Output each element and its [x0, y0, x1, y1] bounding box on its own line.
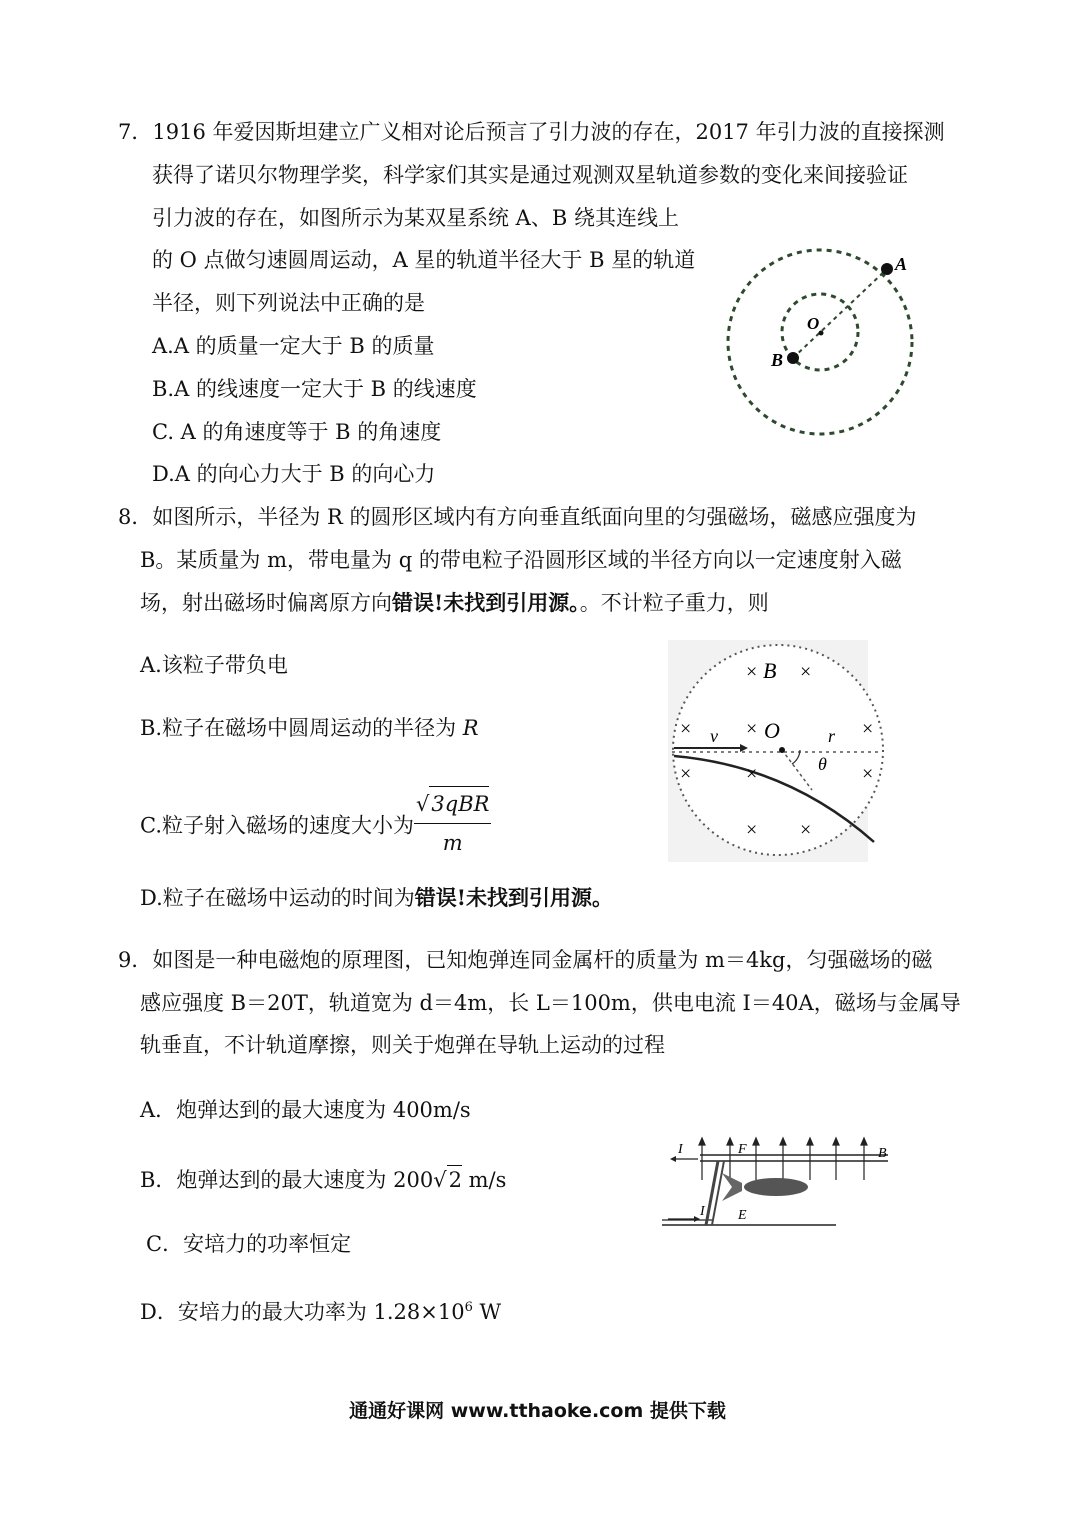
q7-option-a: A.A 的质量一定大于 B 的质量 [152, 334, 435, 358]
q7-line-2: 获得了诺贝尔物理学奖，科学家们其实是通过观测双星轨道参数的变化来间接验证 [152, 163, 908, 187]
railgun-figure [658, 1135, 898, 1230]
label-o: O [764, 718, 780, 743]
q8-line-1: 8．如图所示，半径为 R 的圆形区域内有方向垂直纸面向里的匀强磁场，磁感应强度为 [118, 505, 917, 529]
velocity-fraction: $\frac{\text{√3qBR}}{m}$ [414, 786, 491, 860]
field-cross: × [862, 718, 874, 740]
field-cross: × [862, 763, 874, 785]
field-cross: × [746, 819, 758, 841]
label-r: r [828, 726, 836, 746]
q9-option-c: C．安培力的功率恒定 [146, 1232, 352, 1256]
q8-option-a: A.该粒子带负电 [140, 653, 288, 677]
label-b-field: B [763, 658, 777, 683]
field-cross: × [800, 819, 812, 841]
label-v: v [710, 726, 718, 746]
q8-line-3: 场，射出磁场时偏离原方向错误!未找到引用源。。不计粒子重力，则 [140, 590, 769, 615]
label-b: B [771, 350, 784, 370]
q9-option-b: B．炮弹达到的最大速度为 200√2 m/s [140, 1165, 506, 1194]
q8-option-d: D.粒子在磁场中运动的时间为错误!未找到引用源。 [140, 885, 613, 910]
q7-option-d: D.A 的向心力大于 B 的向心力 [152, 462, 436, 486]
q8-line-2: B。某质量为 m，带电量为 q 的带电粒子沿圆形区域的半径方向以一定速度射入磁 [140, 548, 902, 572]
q8-option-c: C.粒子射入磁场的速度大小为 $\frac{\text{√3qBR}}{m}$ [140, 790, 491, 864]
projectile [744, 1178, 808, 1196]
field-cross: × [746, 763, 758, 785]
field-cross: × [800, 661, 812, 683]
q9-option-a: A．炮弹达到的最大速度为 400m/s [140, 1098, 471, 1122]
footer-credit: 通通好课网 www.tthaoke.com 提供下载 [349, 1400, 726, 1422]
q7-line-1: 7．1916 年爱因斯坦建立广义相对论后预言了引力波的存在，2017 年引力波的直接探测 [118, 120, 945, 144]
q7-line-5: 半径，则下列说法中正确的是 [152, 291, 425, 315]
label-o: O [807, 314, 820, 333]
star-b [787, 352, 799, 364]
field-cross: × [746, 718, 758, 740]
projectile-fins [722, 1173, 742, 1201]
label-theta: θ [818, 754, 827, 774]
q7-line-4: 的 O 点做匀速圆周运动，A 星的轨道半径大于 B 星的轨道 [152, 248, 696, 272]
q9-line-1: 9．如图是一种电磁炮的原理图，已知炮弹连同金属杆的质量为 m＝4kg，匀强磁场的磁 [118, 948, 933, 972]
q9-line-3: 轨垂直，不计轨道摩擦，则关于炮弹在导轨上运动的过程 [140, 1033, 665, 1057]
q9-line-2: 感应强度 B＝20T，轨道宽为 d＝4m，长 L＝100m，供电电流 I＝40A，磁场与金属导 [140, 991, 961, 1015]
star-a [881, 263, 893, 275]
label-f: F [738, 1142, 747, 1157]
label-a: A [895, 254, 908, 274]
field-cross: × [746, 661, 758, 683]
q7-option-b: B.A 的线速度一定大于 B 的线速度 [152, 377, 477, 401]
q7-option-c: C. A 的角速度等于 B 的角速度 [152, 420, 442, 444]
metal-rod [706, 1161, 718, 1225]
field-cross: × [680, 763, 692, 785]
magnetic-field-figure [668, 640, 874, 862]
q8-option-b: B.粒子在磁场中圆周运动的半径为 R [140, 716, 479, 740]
label-i-top: I [678, 1142, 683, 1157]
field-lines [699, 1138, 867, 1180]
label-i-bottom: I [700, 1204, 705, 1219]
orbit-a [728, 250, 912, 434]
binary-star-figure [715, 230, 935, 460]
q7-line-3: 引力波的存在，如图所示为某双星系统 A、B 绕其连线上 [152, 206, 679, 230]
field-cross: × [680, 718, 692, 740]
label-e: E [738, 1208, 747, 1223]
q9-option-d: D．安培力的最大功率为 $1.28\times 10^6$ W [140, 1300, 502, 1324]
label-b: B [878, 1146, 887, 1161]
